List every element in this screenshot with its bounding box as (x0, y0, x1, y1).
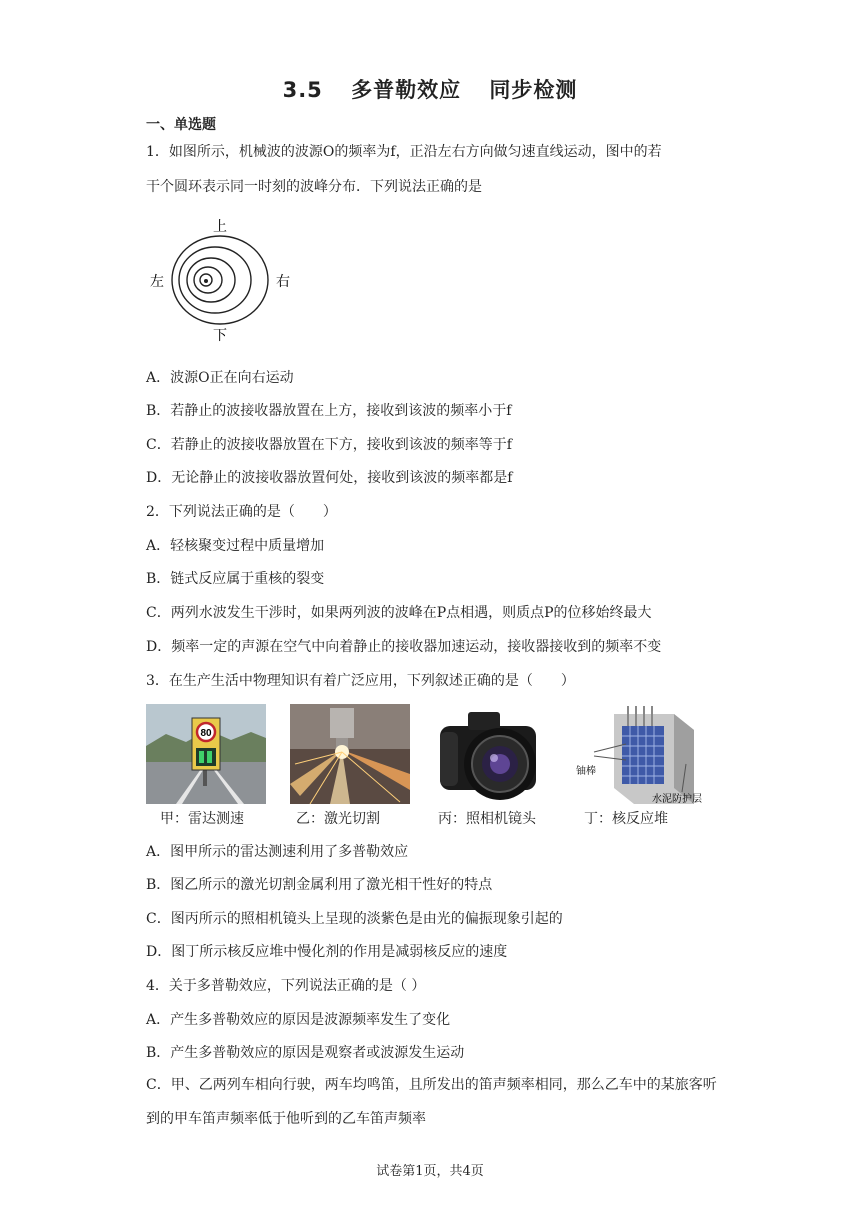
camera-photo (434, 704, 544, 804)
speed-sign-value: 80 (200, 728, 212, 739)
q4-option-a: A．产生多普勒效应的原因是波源频率发生了变化 (146, 1012, 451, 1028)
q2-option-b: B．链式反应属于重核的裂变 (146, 571, 325, 587)
q1-option-a: A．波源O正在向右运动 (146, 370, 294, 386)
caption-radar: 甲：雷达测速 (160, 811, 244, 827)
reactor-layer-label: 水泥防护层 (652, 794, 702, 804)
fig-label-bottom: 下 (213, 328, 227, 344)
q3-option-a: A．图甲所示的雷达测速利用了多普勒效应 (146, 844, 409, 860)
title-number: 3.5 (282, 78, 323, 102)
q2-stem: 2．下列说法正确的是（ ） (146, 504, 337, 520)
q3-option-d: D．图丁所示核反应堆中慢化剂的作用是减弱核反应的速度 (146, 944, 508, 960)
page-title (0, 74, 860, 104)
q2-option-a: A．轻核聚变过程中质量增加 (146, 538, 325, 554)
laser-photo (290, 704, 410, 804)
fig-label-right: 右 (276, 274, 290, 290)
q2-option-c: C．两列水波发生干涉时，如果两列波的波峰在P点相遇，则质点P的位移始终最大 (146, 605, 652, 621)
radar-photo (146, 704, 266, 804)
caption-reactor: 丁：核反应堆 (584, 811, 668, 827)
q2-option-d: D．频率一定的声源在空气中向着静止的接收器加速运动，接收器接收到的频率不变 (146, 639, 662, 655)
q1-option-d: D．无论静止的波接收器放置何处，接收到该波的频率都是f (146, 470, 513, 486)
q4-option-b: B．产生多普勒效应的原因是观察者或波源发生运动 (146, 1045, 465, 1061)
q3-photo-row (146, 704, 716, 826)
q4-stem: 4．关于多普勒效应，下列说法正确的是（ ） (146, 978, 426, 994)
q3-option-b: B．图乙所示的激光切割金属利用了激光相干性好的特点 (146, 877, 493, 893)
q1-option-c: C．若静止的波接收器放置在下方，接收到该波的频率等于f (146, 437, 512, 453)
q3-option-c: C．图丙所示的照相机镜头上呈现的淡紫色是由光的偏振现象引起的 (146, 911, 563, 927)
caption-camera: 丙：照相机镜头 (438, 811, 536, 827)
q1-stem-line1: 1．如图所示，机械波的波源O的频率为f，正沿左右方向做匀速直线运动，图中的若 (146, 144, 662, 160)
fig-label-left: 左 (150, 274, 164, 290)
q1-stem-line2: 干个圆环表示同一时刻的波峰分布．下列说法正确的是 (146, 179, 482, 195)
wave-rings-figure (146, 214, 296, 344)
q1-option-b: B．若静止的波接收器放置在上方，接收到该波的频率小于f (146, 403, 512, 419)
section-heading: 一、单选题 (146, 117, 216, 133)
page-footer: 试卷第1页，共4页 (376, 1164, 484, 1179)
reactor-rod-label: 铀棒 (576, 766, 596, 777)
caption-laser: 乙：激光切割 (296, 811, 380, 827)
q4-option-c: C．甲、乙两列车相向行驶，两车均鸣笛，且所发出的笛声频率相同，那么乙车中的某旅客听到的甲车笛声频率低于他听到的乙车笛声频率 (146, 1077, 717, 1127)
q3-stem: 3．在生产生活中物理知识有着广泛应用，下列叙述正确的是（ ） (146, 673, 575, 689)
fig-label-top: 上 (213, 219, 227, 235)
title-main: 多普勒效应 (351, 78, 462, 102)
reactor-diagram (574, 704, 716, 804)
title-sub: 同步检测 (489, 78, 578, 102)
